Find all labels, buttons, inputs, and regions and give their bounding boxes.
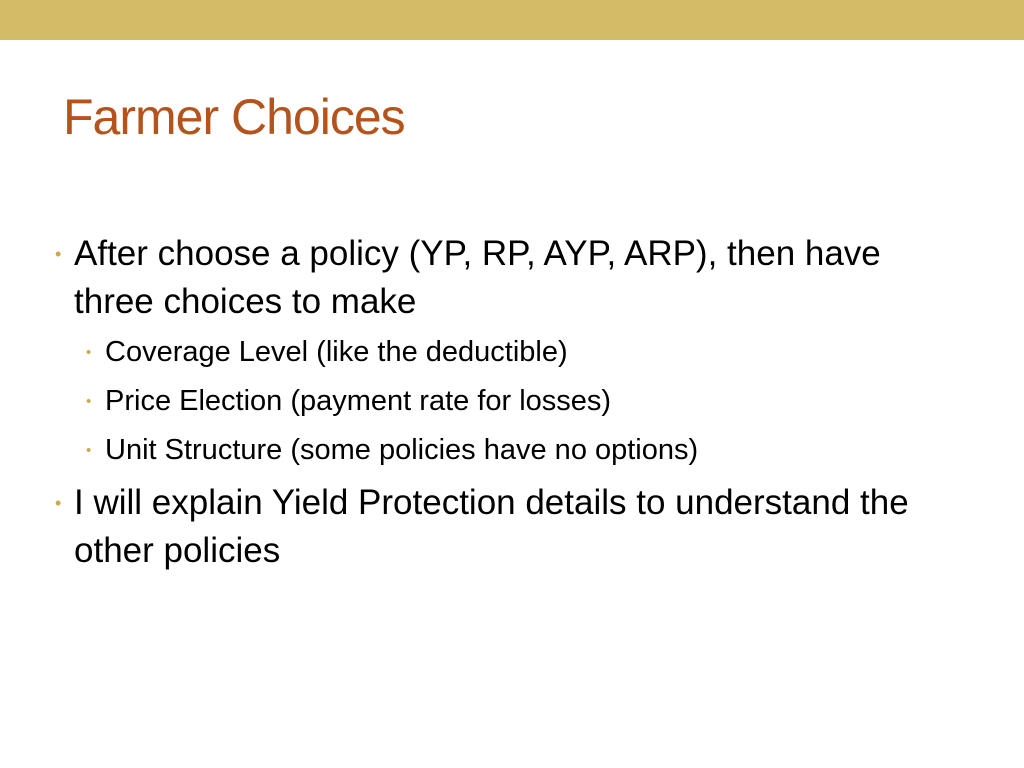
sub-bullet-text: Unit Structure (some policies have no options)	[105, 434, 699, 466]
bullet-dot-icon: •	[86, 344, 92, 361]
sub-bullet-coverage-level	[74, 328, 924, 377]
bullet-text: I will explain Yield Protection details to understand the other policies	[74, 483, 909, 570]
slide-title: Farmer Choices	[63, 89, 405, 145]
bullet-dot-icon: •	[55, 493, 62, 513]
sub-bullet-text: Price Election (payment rate for losses)	[105, 385, 612, 417]
bullet-dot-icon: •	[86, 442, 92, 459]
sub-bullet-price-election	[74, 377, 924, 426]
bullet-item-yield-protection	[0, 479, 1024, 575]
bullet-dot-icon: •	[55, 244, 62, 264]
bullet-text: After choose a policy (YP, RP, AYP, ARP), then have three choices to make	[74, 234, 881, 321]
top-accent-band	[0, 0, 1024, 40]
bullet-dot-icon: •	[86, 393, 92, 410]
bullet-item-policy-choices	[0, 230, 1024, 475]
sub-bullet-text: Coverage Level (like the deductible)	[105, 336, 568, 368]
sub-bullet-unit-structure	[74, 426, 924, 475]
sub-bullet-list	[74, 328, 924, 475]
bullet-list	[0, 230, 1024, 575]
